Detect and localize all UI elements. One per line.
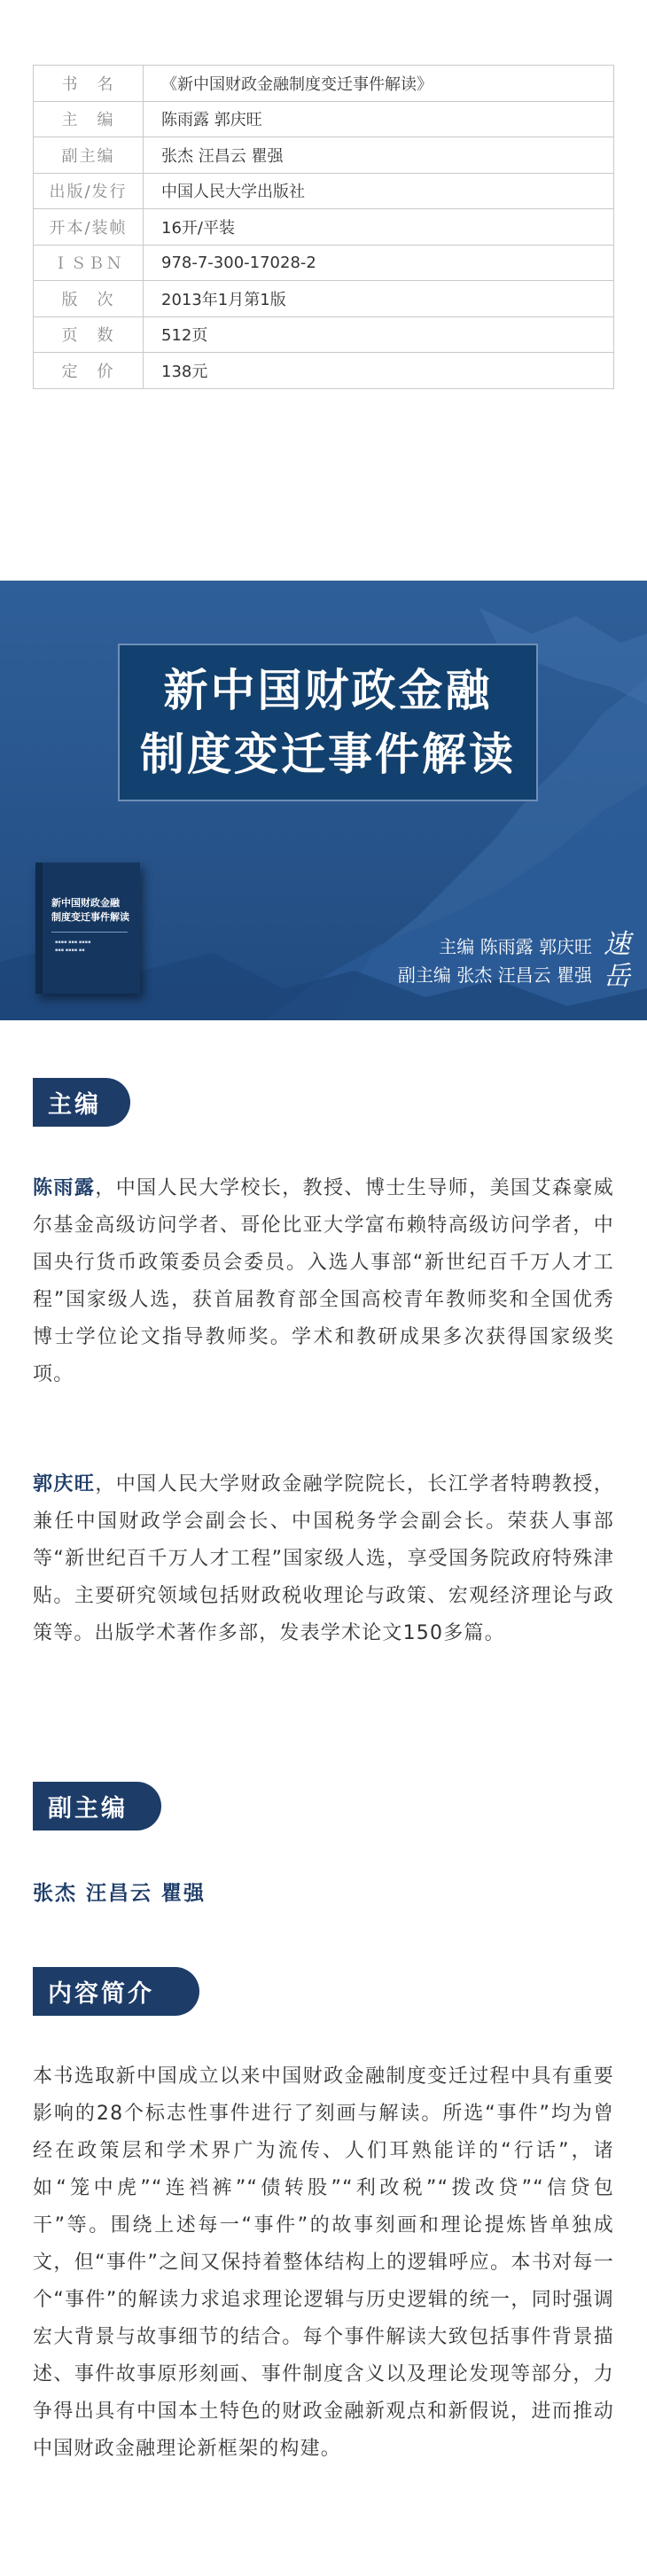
info-key: ＩＳＢＮ	[34, 245, 144, 281]
info-value: 138元	[144, 353, 614, 389]
editor1-bio-text: ，中国人民大学校长，教授、博士生导师，美国艾森豪威尔基金高级访问学者、哥伦比亚大学富布赖特高级访问学者，中国央行货币政策委员会委员。入选人事部“新世纪百千万人才工程”国家级人选，获首届教育部全国高校青年教师奖和全国优秀博士学位论文指导教师奖。学术和教研成果多次获得国家级奖项。	[33, 1177, 614, 1386]
banner-title-line2: 制度变迁事件解读	[140, 728, 516, 780]
book-cover-image	[35, 863, 140, 994]
info-key: 版 次	[34, 281, 144, 317]
section-header-editors: 主编	[33, 1078, 130, 1127]
info-row	[34, 281, 614, 317]
info-value: 978-7-300-17028-2	[144, 245, 614, 281]
deputy-editor-names: 张杰 汪昌云 瞿强	[33, 1882, 207, 1905]
info-row	[34, 66, 614, 102]
editor2-bio-text: ，中国人民大学财政金融学院院长，长江学者特聘教授，兼任中国财政学会副会长、中国税务学会副会长。荣获人事部等“新世纪百千万人才工程”国家级人选，享受国务院政府特殊津贴。主要研究领域包括财政税收理论与政策、宏观经济理论与政策等。出版学术著作多部，发表学术论文150多篇。	[33, 1473, 614, 1644]
editor1-bio	[33, 1170, 614, 1393]
info-row	[34, 316, 614, 353]
book-cover-title	[51, 896, 129, 925]
info-value: 陈雨露 郭庆旺	[144, 101, 614, 137]
info-value: 中国人民大学出版社	[144, 173, 614, 209]
seal-char-2: 岳	[604, 961, 630, 992]
book-spine	[35, 863, 43, 994]
banner-editors	[398, 933, 592, 989]
book-cover-title-line1: 新中国财政金融	[51, 897, 120, 909]
info-value: 张杰 汪昌云 瞿强	[144, 137, 614, 174]
info-key: 出版/发行	[34, 173, 144, 209]
info-key: 主 编	[34, 101, 144, 137]
info-row	[34, 353, 614, 389]
calligraphy-seal	[599, 929, 635, 993]
info-key: 开本/装帧	[34, 209, 144, 246]
info-value: 512页	[144, 316, 614, 353]
info-row	[34, 209, 614, 246]
banner-title-box	[118, 644, 538, 801]
section-header-deputy-editors: 副主编	[33, 1782, 161, 1831]
banner-editors-line2: 副主编 张杰 汪昌云 瞿强	[397, 964, 592, 986]
seal-char-1: 速	[604, 929, 630, 960]
summary-text: 本书选取新中国成立以来中国财政金融制度变迁过程中具有重要影响的28个标志性事件进行了刻画与解读。所选“事件”均为曾经在政策层和学术界广为流传、人们耳熟能详的“行话”，诸如“笼中虎”“连裆裤”“债转股”“利改税”“拨改贷”“信贷包干”等。围绕上述每一“事件”的故事刻画和理论提炼皆单独成文，但“事件”之间又保持着整体结构上的逻辑呼应。本书对每一个“事件”的解读力求追求理论逻辑与历史逻辑的统一，同时强调宏大背景与故事细节的结合。每个事件解读大致包括事件背景描述、事件故事原形刻画、事件制度含义以及理论发现等部分，力争得出具有中国本土特色的财政金融新观点和新假说，进而推动中国财政金融理论新框架的构建。	[33, 2065, 614, 2460]
info-row	[34, 101, 614, 137]
info-row	[34, 173, 614, 209]
editor2-name: 郭庆旺	[33, 1473, 96, 1495]
info-row	[34, 245, 614, 281]
info-key: 定 价	[34, 353, 144, 389]
info-key: 副主编	[34, 137, 144, 174]
info-value: 《新中国财政金融制度变迁事件解读》	[144, 66, 614, 102]
section-header-summary: 内容简介	[33, 1967, 199, 2016]
info-key: 书 名	[34, 66, 144, 102]
editor2-bio	[33, 1466, 614, 1652]
book-info-table	[33, 65, 614, 389]
editor1-name: 陈雨露	[33, 1177, 96, 1199]
book-banner	[0, 581, 647, 1020]
banner-editors-line1: 主编 陈雨露 郭庆旺	[439, 936, 592, 957]
book-cover-divider	[51, 932, 128, 933]
book-cover-fine-print: ▪▪▪▪ ▪▪▪ ▪▪▪▪ ▪▪▪ ▪▪▪▪ ▪▪	[55, 940, 91, 953]
book-cover-title-line2: 制度变迁事件解读	[51, 911, 129, 923]
info-value: 16开/平装	[144, 209, 614, 246]
info-key: 页 数	[34, 316, 144, 353]
info-value: 2013年1月第1版	[144, 281, 614, 317]
info-row	[34, 137, 614, 174]
banner-title-line1: 新中国财政金融	[163, 664, 493, 716]
